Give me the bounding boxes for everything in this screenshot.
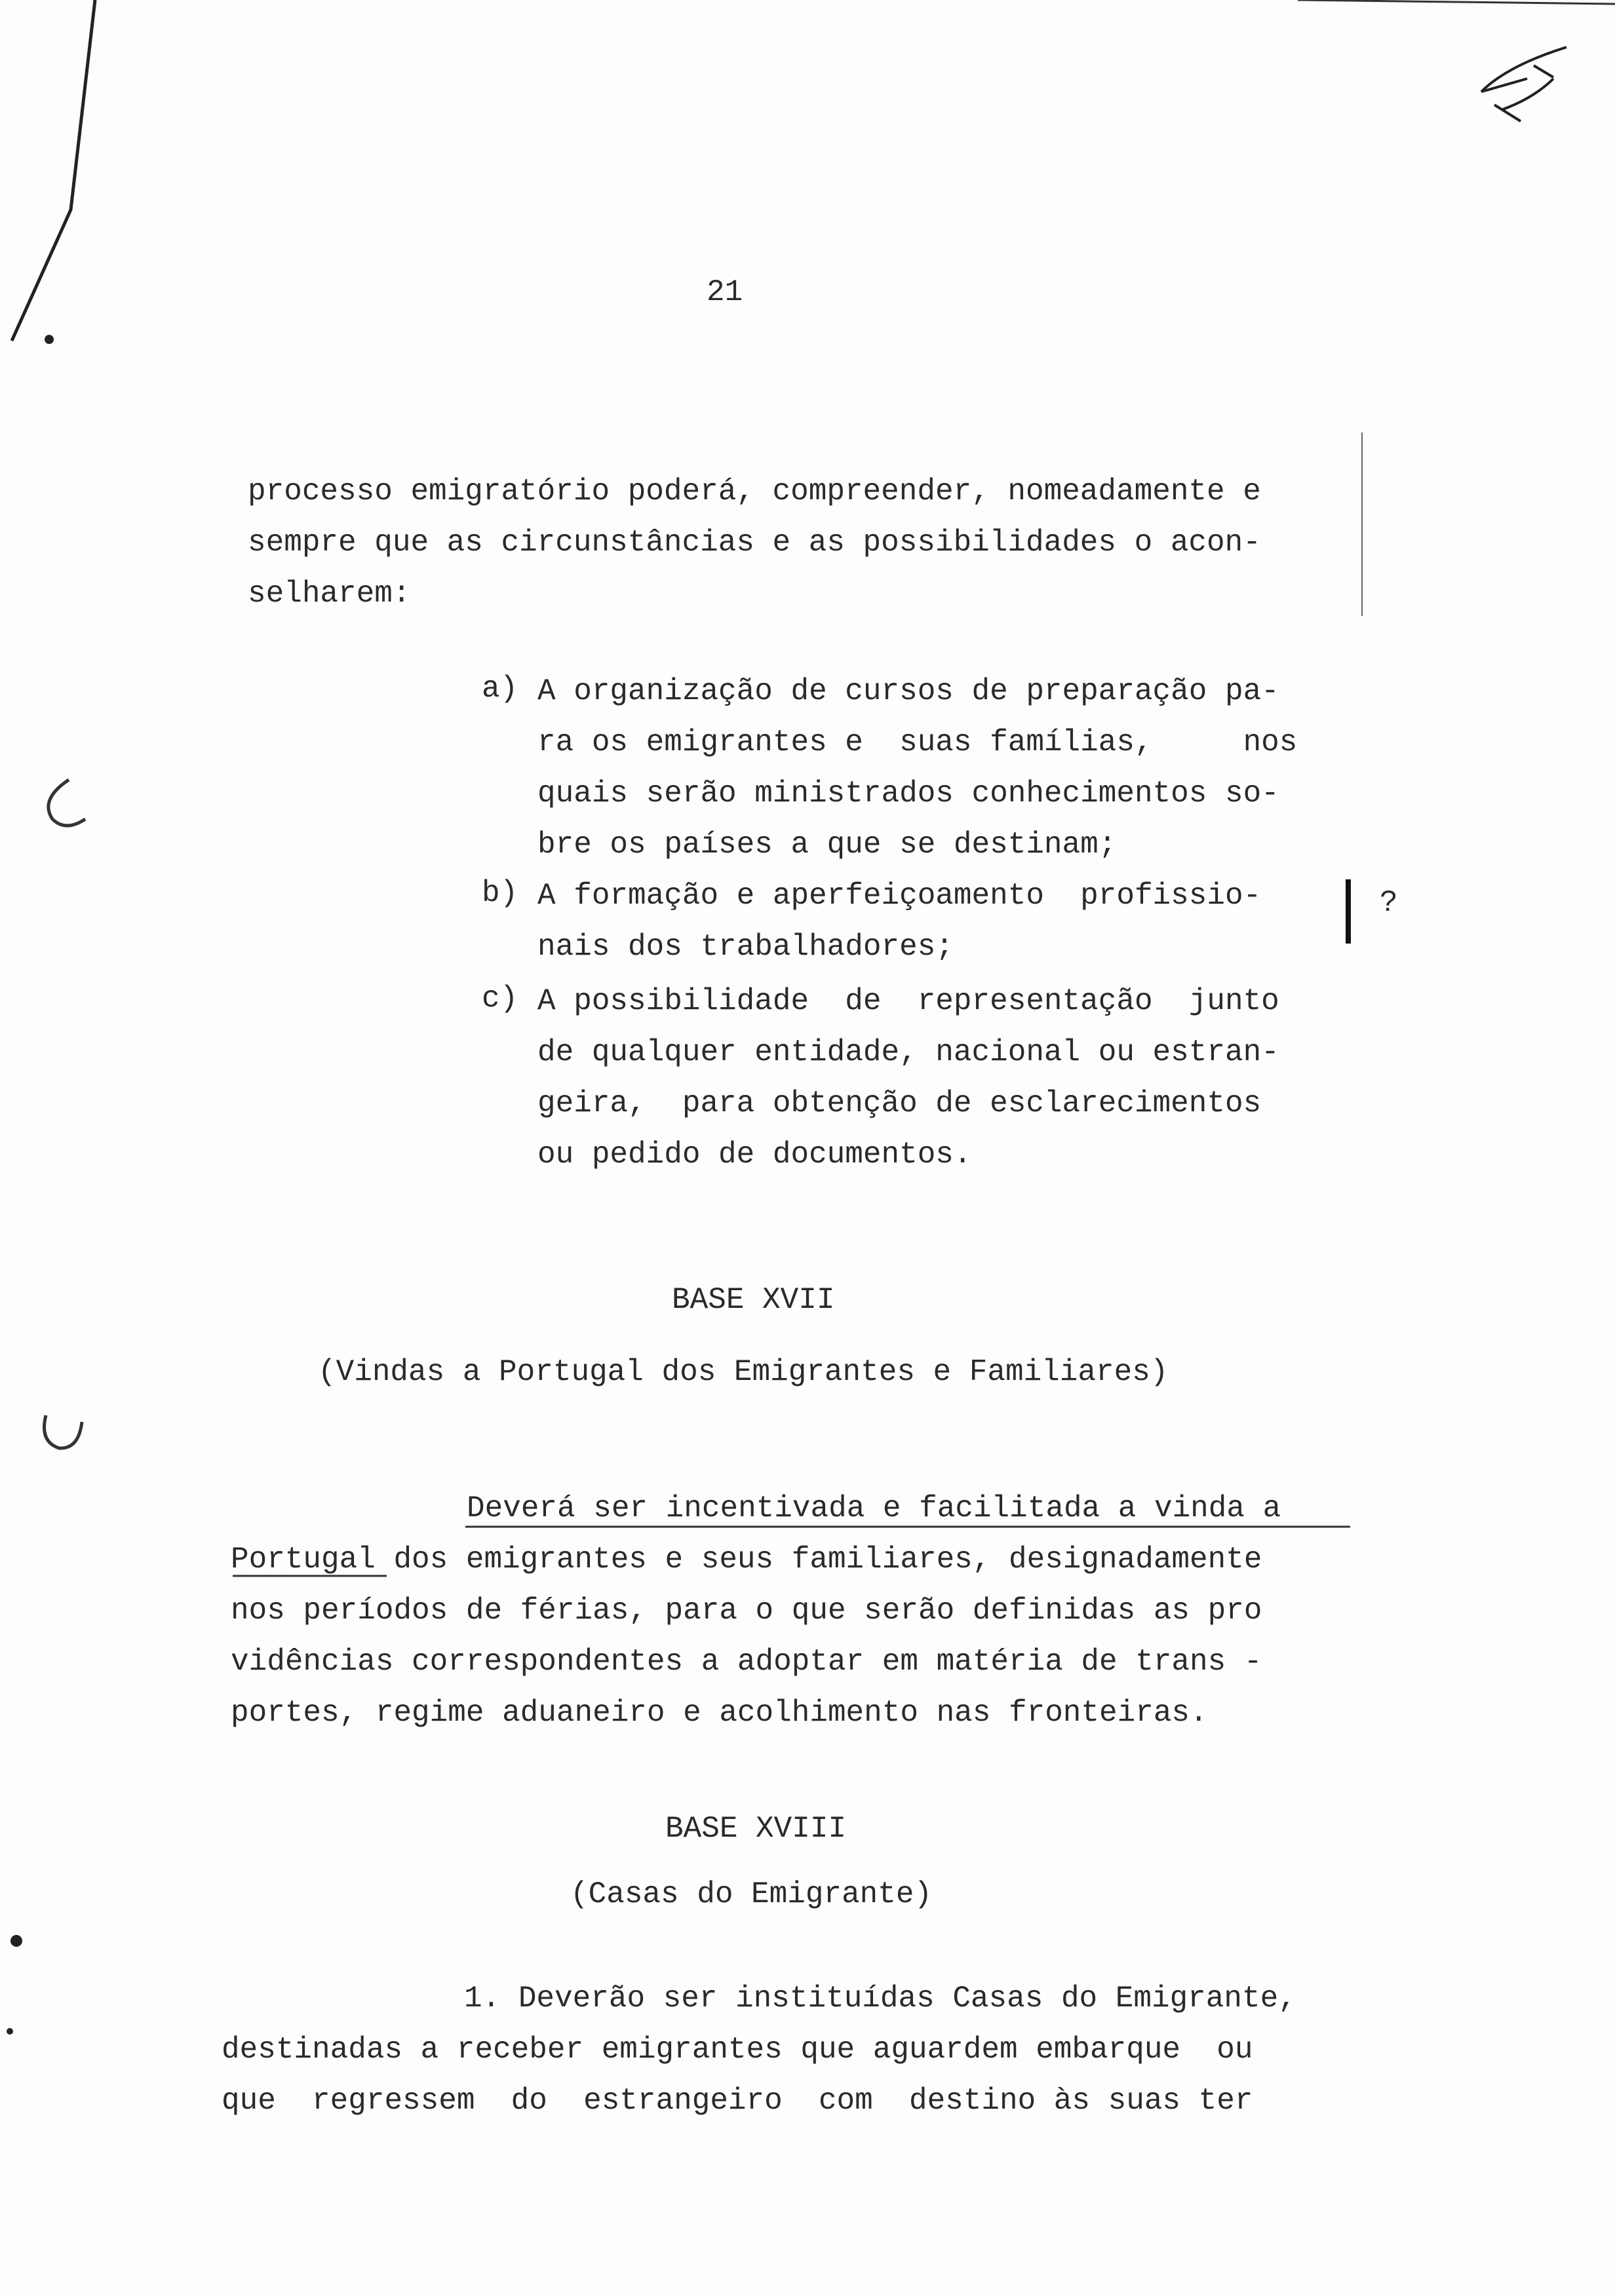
base-xvii-line: Deverá ser incentivada e facilitada a vinda a: [467, 1491, 1281, 1525]
base-xvii-line: Portugal dos emigrantes e seus familiares, designadamente: [231, 1542, 1262, 1577]
base-xvii-line: nos períodos de férias, para o que serão definidas as pro: [231, 1594, 1262, 1628]
base-xviii-line: destinadas a receber emigrantes que aguardem embarque ou: [222, 2033, 1253, 2067]
item-marker-a: a): [482, 672, 518, 706]
item-c-line: A possibilidade de representação junto: [537, 984, 1279, 1018]
page-number: 21: [707, 275, 743, 309]
base-xvii-subtitle: (Vindas a Portugal dos Emigrantes e Familiares): [318, 1355, 1169, 1389]
item-a-line: quais serão ministrados conhecimentos so-: [537, 776, 1279, 811]
base-xviii-line: 1. Deverão ser instituídas Casas do Emigrante,: [464, 1981, 1296, 2016]
base-xvii-title: BASE XVII: [672, 1283, 835, 1317]
item-b-line: A formação e aperfeiçoamento profissio-: [537, 879, 1262, 913]
item-b-line: nais dos trabalhadores;: [537, 930, 954, 964]
item-a-line: bre os países a que se destinam;: [537, 828, 1117, 862]
item-a-line: A organização de cursos de preparação pa-: [537, 674, 1279, 708]
intro-line: selharem:: [248, 577, 411, 611]
base-xviii-title: BASE XVIII: [665, 1812, 847, 1846]
item-c-line: geira, para obtenção de esclarecimentos: [537, 1086, 1262, 1120]
item-c-line: de qualquer entidade, nacional ou estran-: [537, 1035, 1279, 1069]
item-c-line: ou pedido de documentos.: [537, 1138, 972, 1172]
intro-line: processo emigratório poderá, compreender, nomeadamente e: [248, 474, 1261, 508]
base-xviii-subtitle: (Casas do Emigrante): [570, 1877, 933, 1911]
base-xviii-line: que regressem do estrangeiro com destino às suas ter: [222, 2084, 1253, 2118]
item-a-line: ra os emigrantes e suas famílias, nos: [537, 725, 1298, 759]
margin-note: ?: [1380, 886, 1398, 920]
base-xvii-line: vidências correspondentes a adoptar em matéria de trans -: [231, 1645, 1262, 1679]
item-marker-b: b): [482, 876, 518, 910]
intro-line: sempre que as circunstâncias e as possibilidades o acon-: [248, 526, 1261, 560]
base-xvii-line: portes, regime aduaneiro e acolhimento nas fronteiras.: [231, 1696, 1208, 1730]
item-marker-c: c): [482, 982, 518, 1016]
